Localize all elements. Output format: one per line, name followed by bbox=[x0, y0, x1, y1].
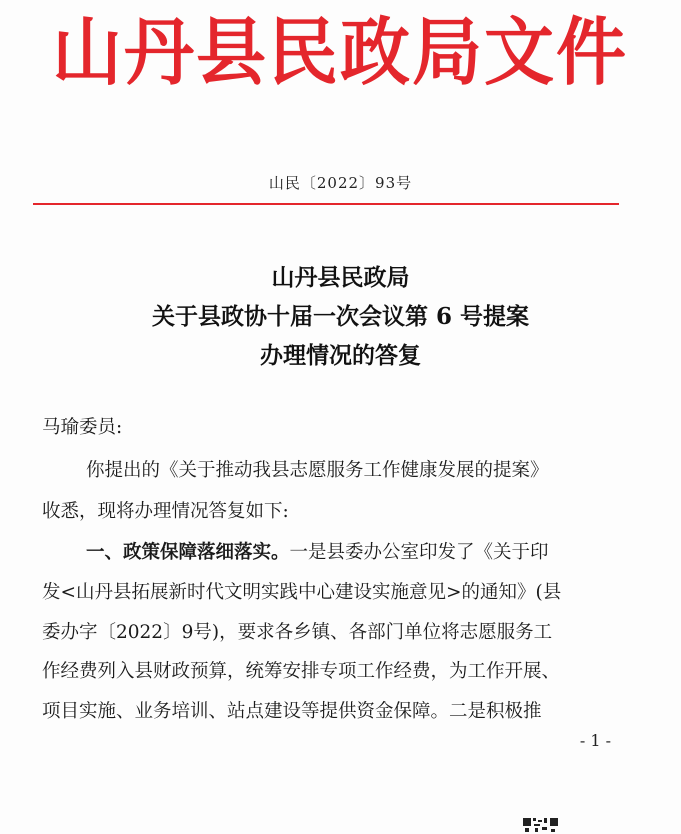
body-paragraph-1-line-1: 你提出的《关于推动我县志愿服务工作健康发展的提案》 bbox=[86, 460, 549, 481]
reply-title-line-3: 办理情况的答复 bbox=[260, 342, 421, 369]
body-paragraph-2-line-3: 委办字〔2022〕9号)，要求各乡镇、各部门单位将志愿服务工 bbox=[42, 622, 553, 643]
reply-title-line-2: 关于县政协十届一次会议第 6 号提案 bbox=[151, 303, 530, 330]
reply-title-line-1: 山丹县民政局 bbox=[271, 264, 410, 291]
body-paragraph-2-line-2: 发<山丹县拓展新时代文明实践中心建设实施意见>的通知》(县 bbox=[42, 582, 562, 603]
body-paragraph-2-line-1 bbox=[86, 538, 681, 568]
section-heading: 一、政策保障落细落实。 bbox=[86, 542, 290, 563]
qr-code-icon bbox=[523, 816, 559, 834]
body-paragraph-2-line-1-text: 一是县委办公室印发了《关于印 bbox=[289, 542, 549, 563]
document-number: 山民〔2022〕93号 bbox=[268, 174, 413, 192]
body-paragraph-1-line-2: 收悉，现将办理情况答复如下: bbox=[42, 501, 289, 522]
body-paragraph-2-line-5: 项目实施、业务培训、站点建设等提供资金保障。二是积极推 bbox=[42, 701, 542, 722]
salutation: 马瑜委员: bbox=[42, 417, 123, 438]
body-paragraph-2-line-4: 作经费列入县财政预算，统筹安排专项工作经费，为工作开展、 bbox=[42, 661, 561, 682]
masthead-title: 山丹县民政局文件 bbox=[52, 9, 628, 96]
red-divider-line bbox=[33, 203, 619, 205]
page-number: - 1 - bbox=[579, 731, 611, 750]
